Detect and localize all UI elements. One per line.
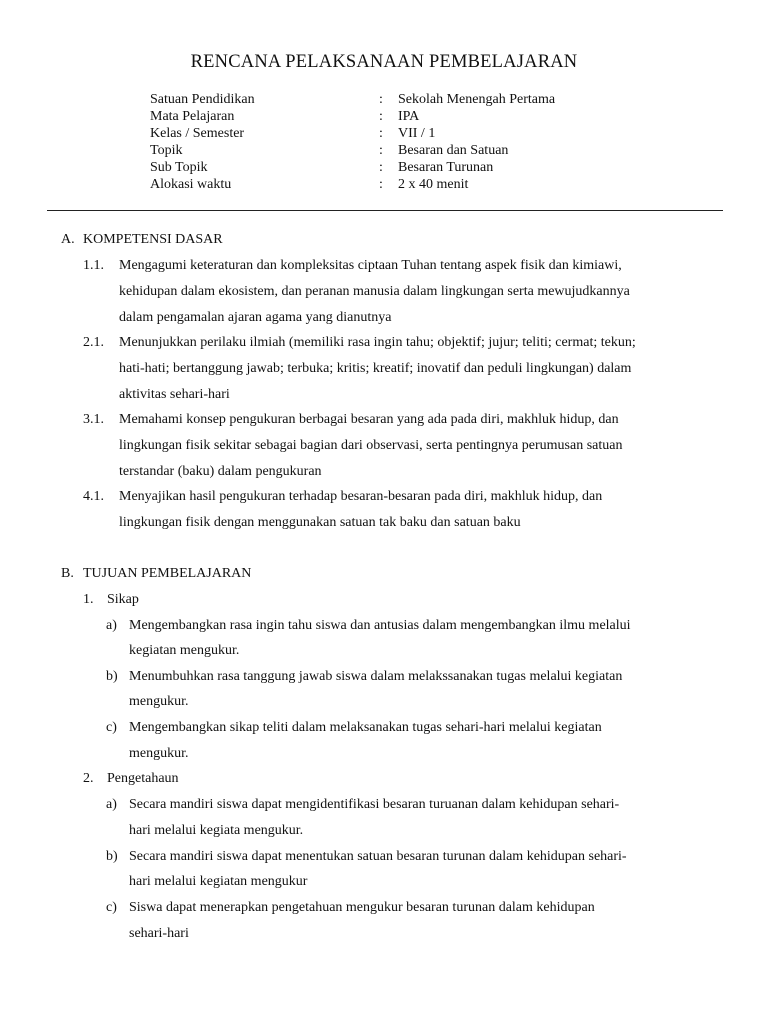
section-a-heading: KOMPETENSI DASAR: [83, 232, 223, 247]
tp-item-text-line: mengukur.: [129, 746, 189, 761]
kd-item-text-line: kehidupan dalam ekosistem, dan peranan manusia dalam lingkungan serta mewujudkannya: [119, 284, 630, 299]
info-colon: :: [379, 92, 383, 107]
info-label: Kelas / Semester: [150, 126, 245, 141]
info-value: Sekolah Menengah Pertama: [398, 92, 556, 107]
info-value: IPA: [398, 109, 420, 124]
kd-item-text-line: aktivitas sehari-hari: [119, 387, 230, 402]
info-label: Topik: [150, 143, 183, 158]
tp-group-number: 2.: [83, 771, 94, 786]
kd-item-text-line: Mengagumi keteraturan dan kompleksitas ciptaan Tuhan tentang aspek fisik dan kimiawi,: [119, 258, 622, 273]
tp-item-letter: a): [106, 797, 117, 812]
kd-item-text-line: dalam pengamalan ajaran agama yang dianutnya: [119, 310, 392, 325]
section-b-letter: B.: [61, 566, 74, 581]
tp-item-text-line: hari melalui kegiata mengukur.: [129, 823, 304, 838]
kd-item-number: 3.1.: [83, 412, 104, 427]
kd-item-text-line: terstandar (baku) dalam pengukuran: [119, 464, 322, 479]
tp-item-letter: b): [106, 849, 118, 864]
info-value: Besaran Turunan: [398, 160, 494, 175]
info-value: VII / 1: [398, 126, 436, 141]
kd-item-text-line: Menunjukkan perilaku ilmiah (memiliki rasa ingin tahu; objektif; jujur; teliti; cermat; tekun;: [119, 335, 636, 350]
info-colon: :: [379, 143, 383, 158]
info-label: Alokasi waktu: [150, 177, 232, 192]
tp-group-number: 1.: [83, 592, 94, 607]
info-colon: :: [379, 109, 383, 124]
kd-item-number: 2.1.: [83, 335, 104, 350]
tp-item-letter: a): [106, 618, 117, 633]
info-label: Mata Pelajaran: [150, 109, 235, 124]
tp-item-text-line: Mengembangkan sikap teliti dalam melaksanakan tugas sehari-hari melalui kegiatan: [129, 720, 602, 735]
tp-group-label: Pengetahaun: [107, 771, 179, 786]
kd-item-text-line: lingkungan fisik dengan menggunakan satuan tak baku dan satuan baku: [119, 515, 521, 530]
info-label: Sub Topik: [150, 160, 208, 175]
info-colon: :: [379, 126, 383, 141]
tp-item-letter: c): [106, 720, 117, 735]
info-colon: :: [379, 160, 383, 175]
section-a-letter: A.: [61, 232, 75, 247]
kd-item-text-line: hati-hati; bertanggung jawab; terbuka; kritis; kreatif; inovatif dan peduli lingkungan) dalam: [119, 361, 632, 376]
kd-item-number: 4.1.: [83, 489, 104, 504]
info-label: Satuan Pendidikan: [150, 92, 255, 107]
tp-item-text-line: Mengembangkan rasa ingin tahu siswa dan antusias dalam mengembangkan ilmu melalui: [129, 618, 631, 633]
header-divider: [47, 210, 723, 211]
tp-item-text-line: Secara mandiri siswa dapat mengidentifikasi besaran turuanan dalam kehidupan sehari-: [129, 797, 620, 812]
tp-group-label: Sikap: [107, 592, 139, 607]
tp-item-text-line: Secara mandiri siswa dapat menentukan satuan besaran turunan dalam kehidupan sehari-: [129, 849, 627, 864]
kd-item-text-line: Menyajikan hasil pengukuran terhadap besaran-besaran pada diri, makhluk hidup, dan: [119, 489, 603, 504]
tp-item-text-line: Siswa dapat menerapkan pengetahuan mengukur besaran turunan dalam kehidupan: [129, 900, 595, 915]
tp-item-letter: b): [106, 669, 118, 684]
tp-item-text-line: mengukur.: [129, 694, 189, 709]
tp-item-text-line: Menumbuhkan rasa tanggung jawab siswa dalam melakssanakan tugas melalui kegiatan: [129, 669, 623, 684]
kd-item-number: 1.1.: [83, 258, 104, 273]
document-title: RENCANA PELAKSANAAN PEMBELAJARAN: [190, 52, 578, 72]
kd-item-text-line: Memahami konsep pengukuran berbagai besaran yang ada pada diri, makhluk hidup, dan: [119, 412, 619, 427]
tp-item-text-line: hari melalui kegiatan mengukur: [129, 874, 308, 889]
info-colon: :: [379, 177, 383, 192]
tp-item-text-line: kegiatan mengukur.: [129, 643, 240, 658]
kd-item-text-line: lingkungan fisik sekitar sebagai bagian dari observasi, serta pentingnya perumusan satuan: [119, 438, 623, 453]
info-value: 2 x 40 menit: [398, 177, 469, 192]
section-b-heading: TUJUAN PEMBELAJARAN: [83, 566, 252, 581]
tp-item-letter: c): [106, 900, 117, 915]
tp-item-text-line: sehari-hari: [129, 926, 189, 941]
info-value: Besaran dan Satuan: [398, 143, 509, 158]
